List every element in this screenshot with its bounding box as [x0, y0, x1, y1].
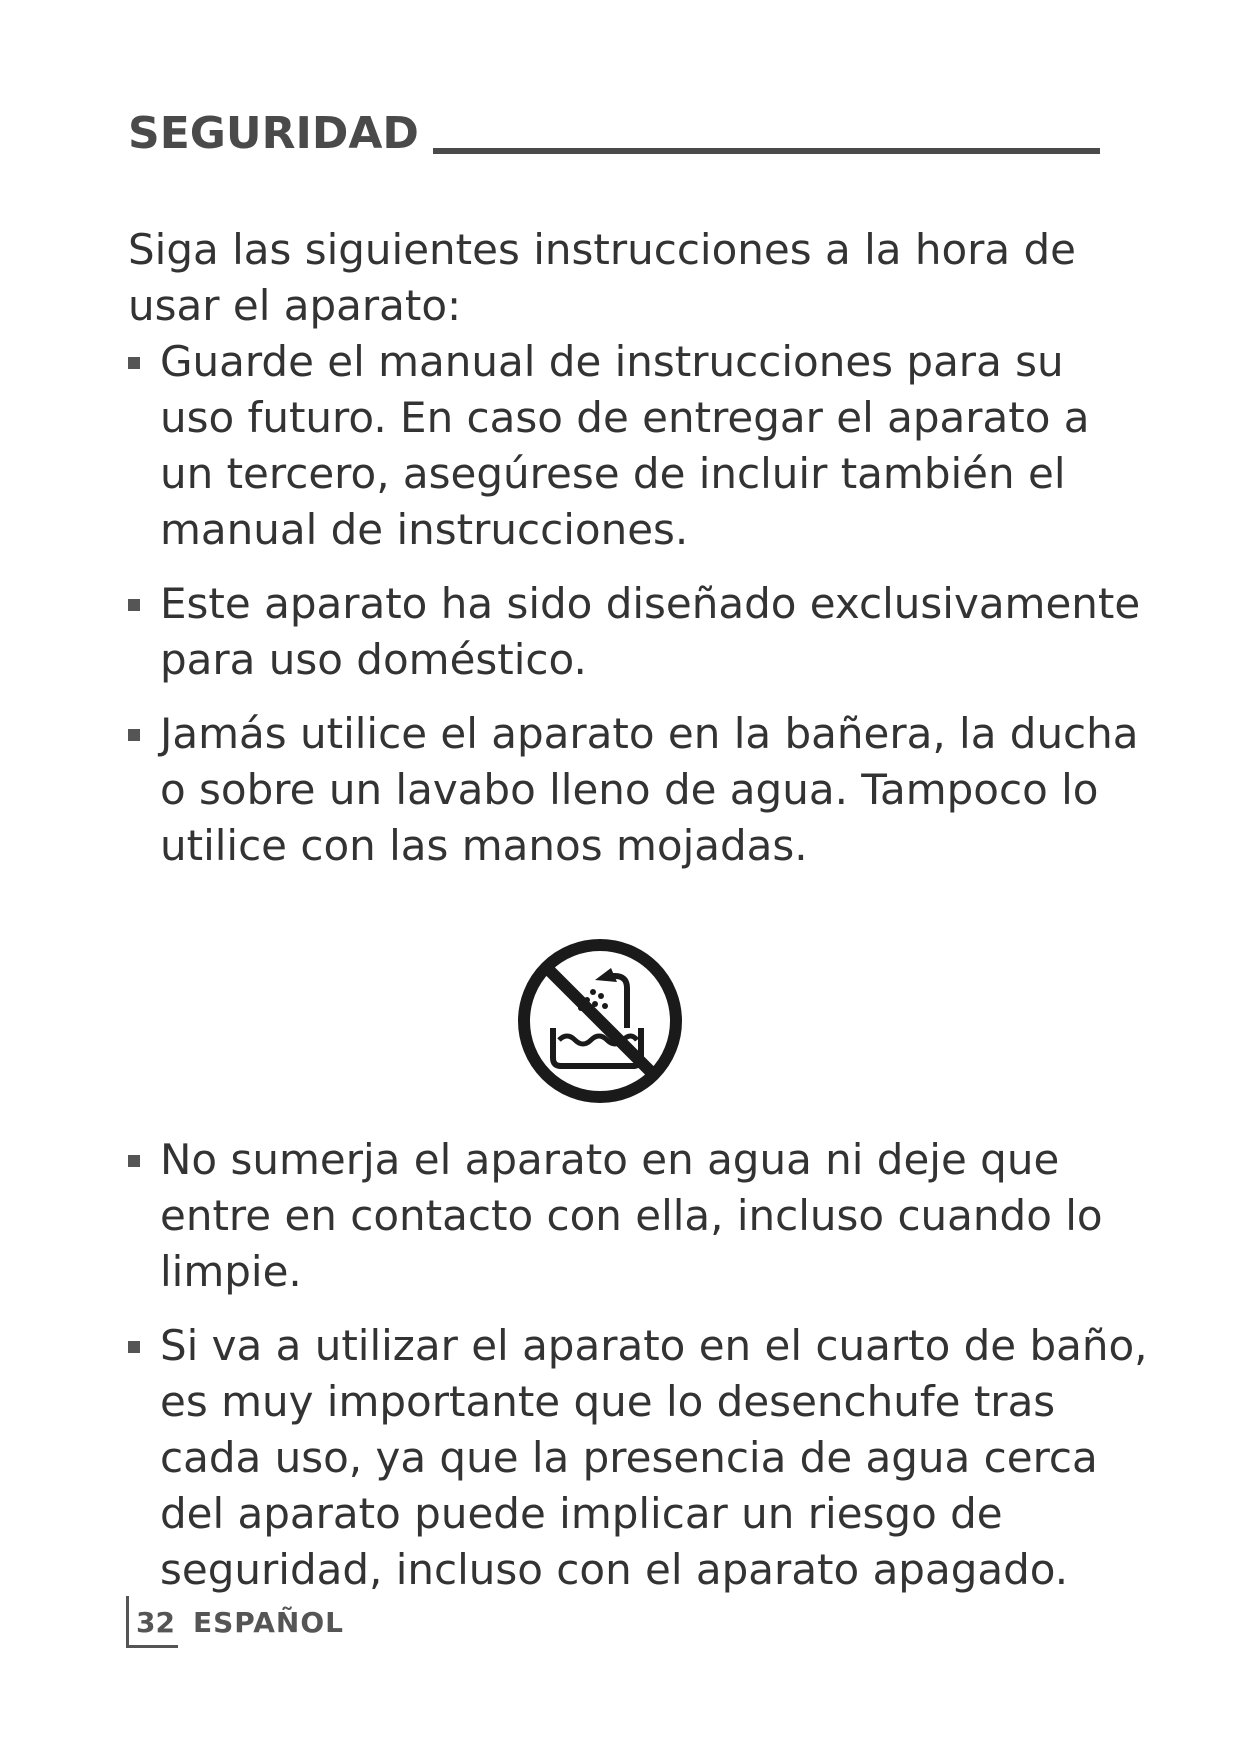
list-item-text: Jamás utilice el aparato en la bañera, la ducha o sobre un lavabo lleno de agua. Tampoco lo utilice con las manos mojadas. [160, 709, 1139, 870]
page-number: 32 [136, 1605, 175, 1639]
list-item-text: Si va a utilizar el aparato en el cuarto de baño, es muy importante que lo desenchufe tras cada uso, ya que la presencia de agua cerca del aparato puede implicar un riesgo de seguridad, incluso con el aparato apagado. [160, 1321, 1148, 1594]
no-bath-shower-icon [515, 936, 685, 1106]
list-item [128, 1132, 1148, 1300]
safety-instructions-bottom [128, 1132, 1148, 1616]
list-item [128, 576, 1148, 688]
section-heading [128, 108, 1100, 159]
page-title: SEGURIDAD [128, 108, 419, 159]
list-item [128, 706, 1148, 874]
page-footer [126, 1596, 344, 1648]
list-item-text: Guarde el manual de instrucciones para su uso futuro. En caso de entregar el aparato a un tercero, asegúrese de incluir también el manual de instrucciones. [160, 337, 1090, 554]
bullet-list-bottom [128, 1132, 1148, 1598]
bullet-square-icon [128, 1155, 140, 1167]
list-item [128, 1318, 1148, 1598]
intro-text: Siga las siguientes instrucciones a la hora de usar el aparato: [128, 225, 1076, 330]
prohibition-sign-icon [515, 936, 685, 1106]
heading-rule [433, 148, 1100, 154]
list-item-text: Este aparato ha sido diseñado exclusivamente para uso doméstico. [160, 579, 1141, 684]
bullet-list-top [128, 334, 1148, 874]
language-label: ESPAÑOL [192, 1605, 344, 1639]
bullet-square-icon [128, 357, 140, 369]
list-item [128, 334, 1148, 558]
bullet-square-icon [128, 1341, 140, 1353]
bullet-square-icon [128, 729, 140, 741]
bullet-square-icon [128, 599, 140, 611]
safety-instructions-top [128, 222, 1148, 892]
list-item-text: No sumerja el aparato en agua ni deje que entre en contacto con ella, incluso cuando lo limpie. [160, 1135, 1103, 1296]
